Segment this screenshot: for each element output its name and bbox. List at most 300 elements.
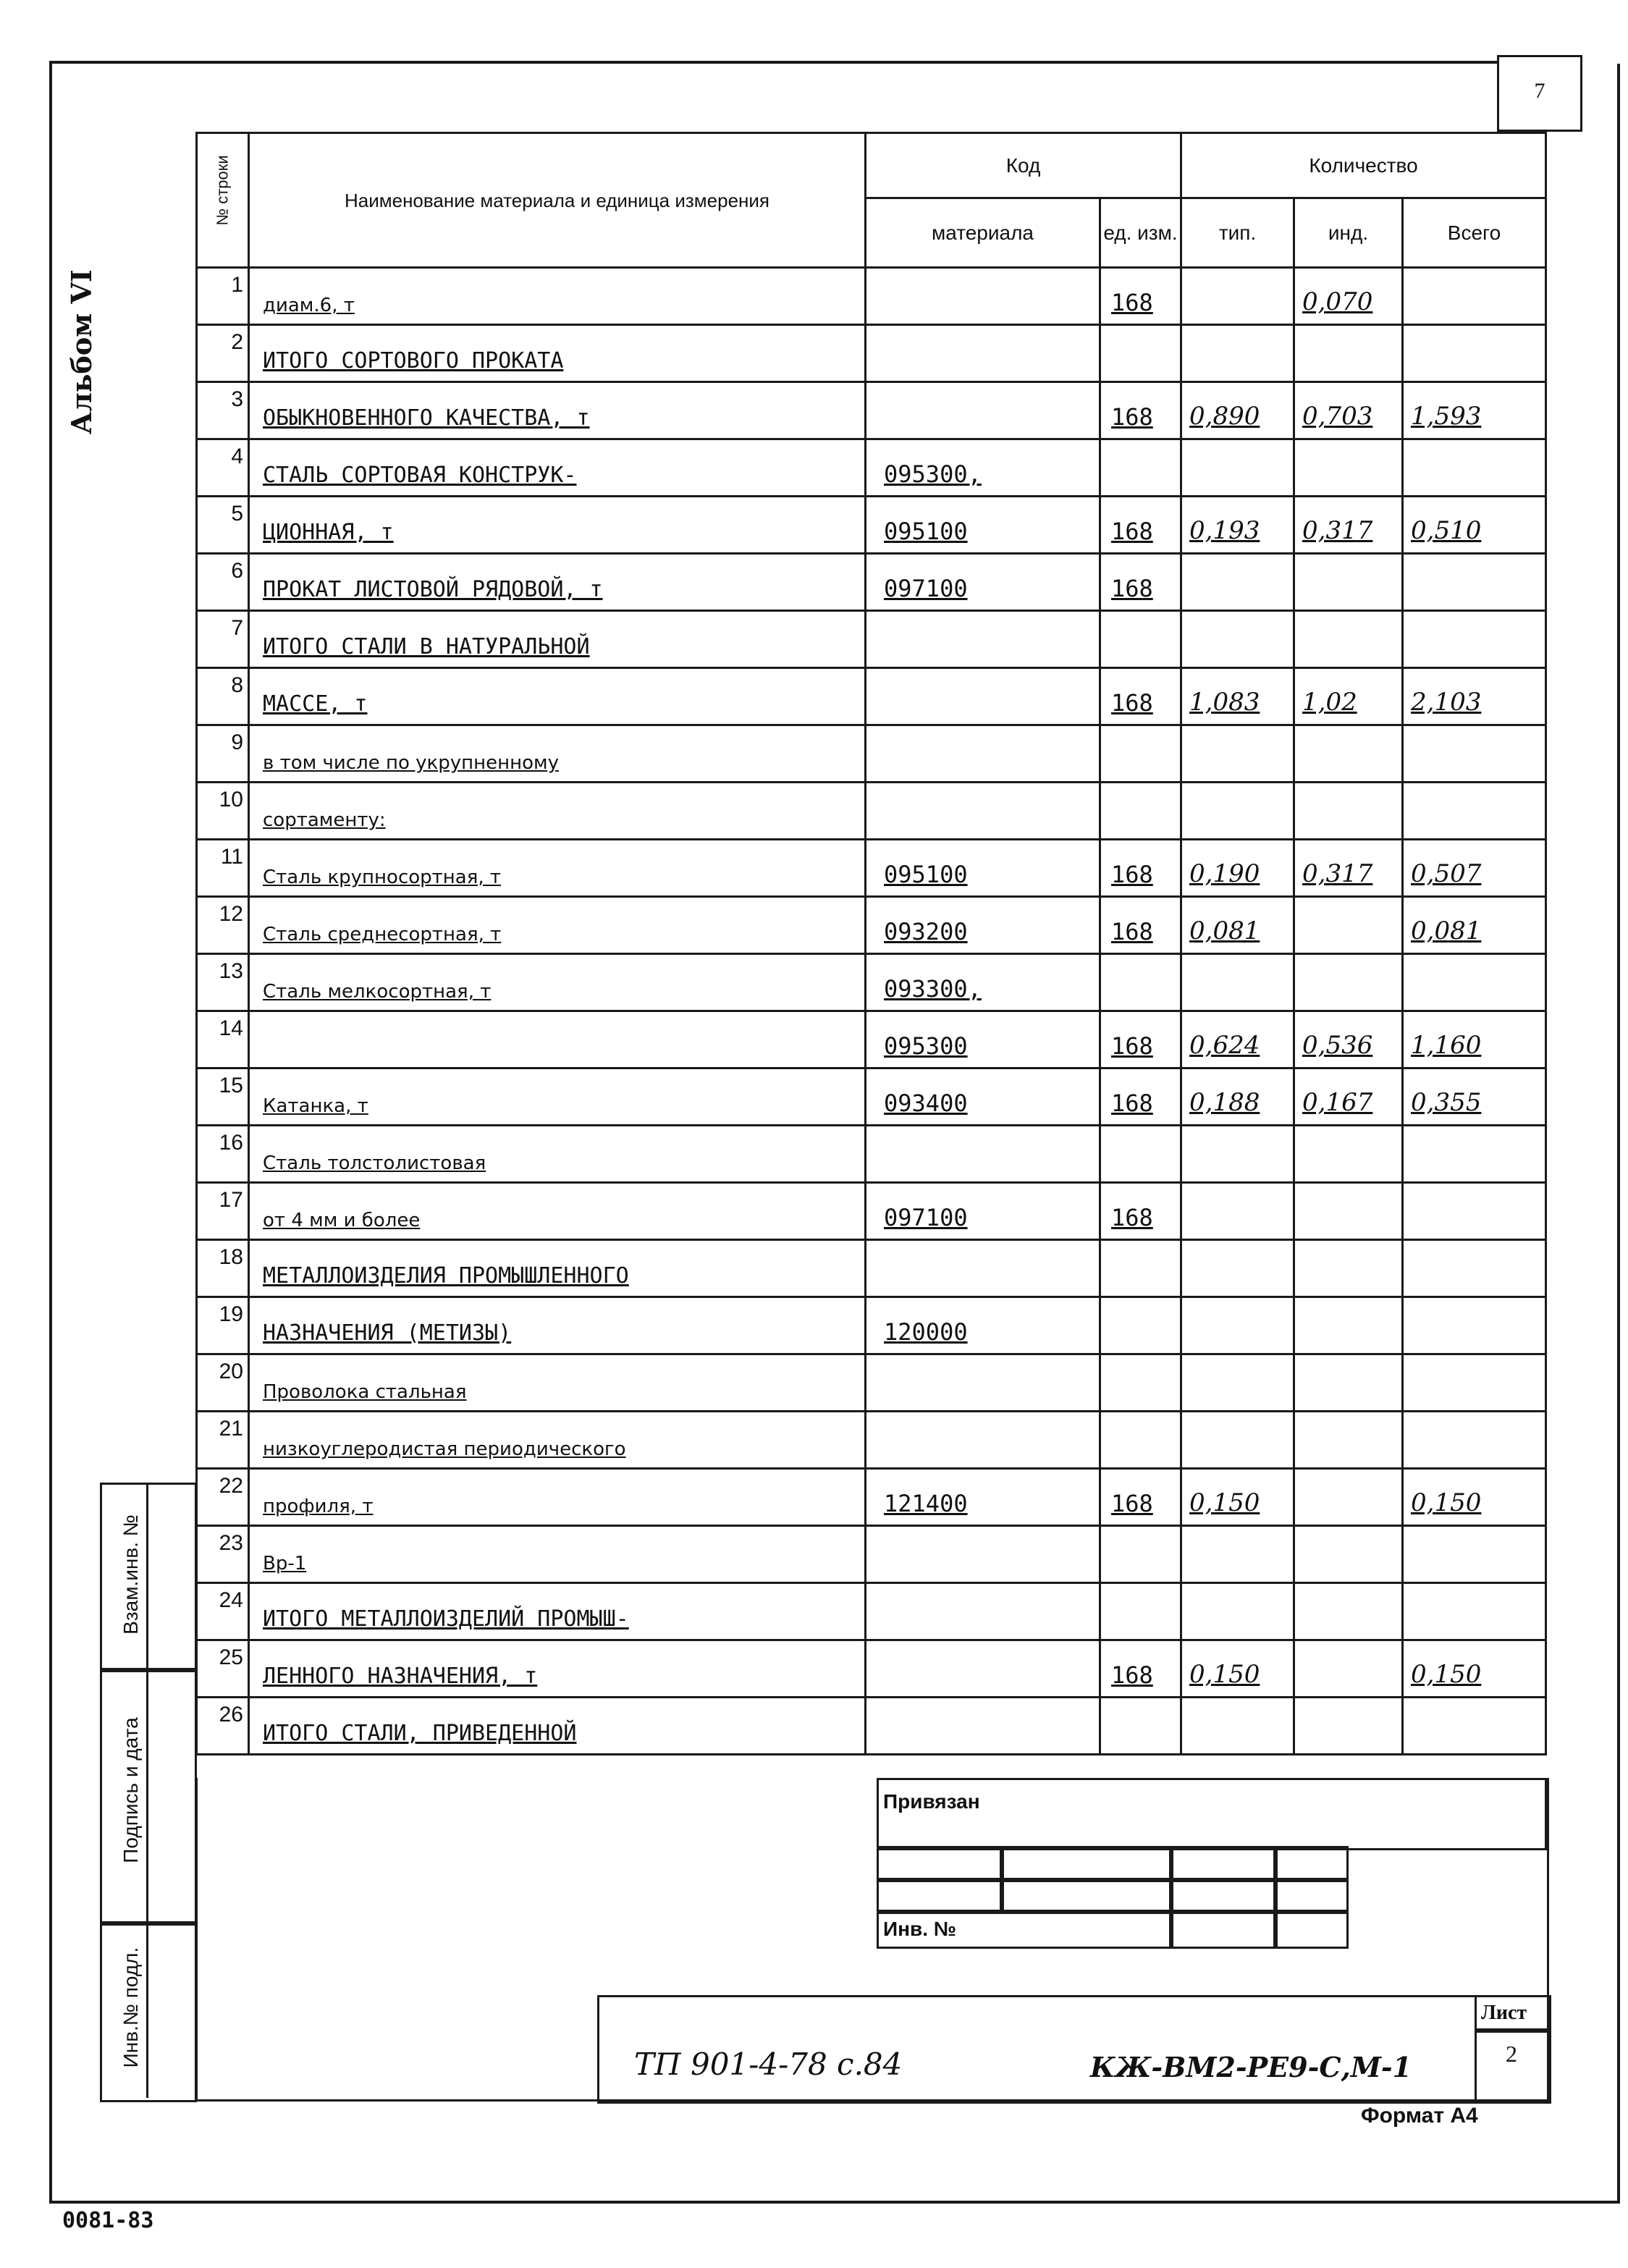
unit-code: 168 [1111, 861, 1153, 888]
material-name: от 4 мм и более [263, 1210, 421, 1231]
quantity-ind: 1,02 [1302, 688, 1357, 717]
quantity-total [1404, 1632, 1545, 1639]
table-row [197, 783, 1546, 840]
material-name: СТАЛЬ СОРТОВАЯ КОНСТРУК- [263, 463, 577, 488]
row-number: 24 [219, 1588, 243, 1612]
row-number-cell [197, 1240, 249, 1297]
row-number-cell [197, 897, 249, 954]
quantity-typ [1182, 316, 1293, 324]
material-code-cell [866, 1698, 1100, 1755]
quantity-typ-cell [1181, 439, 1294, 497]
unit-code-cell [1100, 725, 1181, 783]
quantity-typ: 0,890 [1189, 402, 1260, 431]
quantity-ind: 0,317 [1302, 516, 1373, 545]
quantity-typ [1182, 659, 1293, 667]
quantity-ind: 0,070 [1302, 287, 1373, 316]
material-name-cell [249, 1126, 866, 1183]
material-code-cell [866, 1126, 1100, 1183]
material-code [866, 717, 1099, 724]
row-number-cell [197, 554, 249, 611]
quantity-header: Количество [1181, 133, 1546, 198]
material-code-cell [866, 1412, 1100, 1469]
quantity-typ [1182, 1574, 1293, 1582]
quantity-ind [1295, 1403, 1401, 1410]
material-name-cell [249, 1583, 866, 1640]
quantity-ind: 0,536 [1302, 1031, 1373, 1060]
row-number: 14 [219, 1016, 243, 1040]
quantity-total-cell [1403, 1297, 1546, 1354]
quantity-ind-cell [1294, 554, 1403, 611]
list-number-cell [1475, 2028, 1551, 2104]
doc-code-left: ТП 901-4-78 с.84 [634, 2046, 903, 2082]
quantity-ind-cell [1294, 954, 1403, 1011]
row-number-cell [197, 668, 249, 725]
unit-code-cell [1100, 325, 1181, 382]
material-name-cell [249, 1183, 866, 1240]
unit-code [1101, 831, 1180, 838]
unit-code [1101, 1289, 1180, 1296]
material-name: ОБЫКНОВЕННОГО КАЧЕСТВА, т [263, 405, 590, 431]
row-number: 4 [231, 444, 243, 468]
vzam-inv-box [100, 1483, 197, 1672]
material-name: ИТОГО СТАЛИ В НАТУРАЛЬНОЙ [263, 634, 590, 659]
material-code: 097100 [884, 1204, 968, 1231]
table-row [197, 1354, 1546, 1412]
table-row [197, 325, 1546, 382]
row-number: 10 [219, 788, 243, 811]
row-number-cell [197, 954, 249, 1011]
table-row [197, 1698, 1546, 1755]
material-code-cell [866, 1240, 1100, 1297]
quantity-total-cell [1403, 554, 1546, 611]
quantity-total: 0,081 [1411, 916, 1482, 945]
quantity-ind-cell [1294, 1068, 1403, 1126]
table-row [197, 382, 1546, 439]
material-name-cell [249, 268, 866, 325]
unit-code [1101, 1003, 1180, 1010]
material-name-cell [249, 783, 866, 840]
quantity-ind [1295, 1632, 1401, 1639]
inv-no-cell [877, 1910, 1173, 1949]
material-name: ЦИОННАЯ, т [263, 520, 394, 545]
quantity-ind [1295, 1003, 1401, 1010]
quantity-total-cell [1403, 783, 1546, 840]
unit-code: 168 [1111, 575, 1153, 602]
stamp-grid-cell [1273, 1878, 1349, 1914]
quantity-ind-cell [1294, 1011, 1403, 1068]
row-number-cell [197, 1126, 249, 1183]
row-number-cell [197, 1011, 249, 1068]
material-name [250, 1060, 864, 1067]
unit-code [1101, 774, 1180, 781]
row-number-cell [197, 325, 249, 382]
quantity-typ [1182, 1289, 1293, 1296]
quantity-typ: 0,190 [1189, 859, 1260, 888]
quantity-ind [1295, 602, 1401, 610]
row-number-cell [197, 1640, 249, 1698]
stamp-grid-cell [1273, 1846, 1349, 1882]
quantity-typ [1182, 602, 1293, 610]
quantity-total-cell [1403, 1011, 1546, 1068]
material-name-cell [249, 1640, 866, 1698]
material-code [866, 431, 1099, 438]
table-row [197, 497, 1546, 554]
quantity-typ-cell [1181, 497, 1294, 554]
list-label: Лист [1481, 2002, 1527, 2024]
page-number: 7 [1534, 79, 1545, 103]
quantity-typ-cell [1181, 1126, 1294, 1183]
quantity-typ: 0,193 [1189, 516, 1260, 545]
quantity-ind-cell [1294, 1469, 1403, 1526]
unit-code [1101, 1632, 1180, 1639]
unit-code: 168 [1111, 1490, 1153, 1517]
unit-code-cell [1100, 1412, 1181, 1469]
material-name: в том числе по укрупненному [263, 752, 560, 774]
quantity-ind-cell [1294, 1583, 1403, 1640]
material-name: ИТОГО СТАЛИ, ПРИВЕДЕННОЙ [263, 1721, 577, 1746]
quantity-total [1404, 374, 1545, 381]
quantity-total: 1,160 [1411, 1031, 1482, 1060]
unit-code [1101, 374, 1180, 381]
row-number: 8 [231, 673, 243, 697]
row-number: 16 [219, 1131, 243, 1155]
row-number: 7 [231, 616, 243, 640]
quantity-typ [1182, 1403, 1293, 1410]
quantity-typ-cell [1181, 611, 1294, 668]
material-name: сортаменту: [263, 809, 386, 831]
material-name: МАССЕ, т [263, 691, 368, 717]
unit-code-cell [1100, 1240, 1181, 1297]
quantity-total: 0,510 [1411, 516, 1482, 545]
material-name: Сталь мелкосортная, т [263, 981, 492, 1003]
row-number: 19 [219, 1302, 243, 1326]
unit-code [1101, 1346, 1180, 1353]
quantity-total-cell [1403, 497, 1546, 554]
album-label: Альбом VI [65, 269, 98, 434]
material-code [866, 1403, 1099, 1410]
row-number-cell [197, 1412, 249, 1469]
quantity-total-cell [1403, 1412, 1546, 1469]
material-code [866, 1460, 1099, 1467]
table-row [197, 1183, 1546, 1240]
unit-code-cell [1100, 840, 1181, 897]
unit-code-cell [1100, 382, 1181, 439]
material-code: 121400 [884, 1490, 968, 1517]
unit-code: 168 [1111, 518, 1153, 545]
quantity-total-cell [1403, 382, 1546, 439]
quantity-ind-cell [1294, 1354, 1403, 1412]
table-row [197, 1640, 1546, 1698]
unit-code-cell [1100, 497, 1181, 554]
list-number: 2 [1506, 2041, 1517, 2067]
quantity-typ-cell [1181, 1698, 1294, 1755]
material-code-cell [866, 840, 1100, 897]
quantity-total-cell [1403, 1068, 1546, 1126]
quantity-ind-cell [1294, 497, 1403, 554]
stamp-grid-cell [1000, 1846, 1173, 1882]
table-row [197, 1126, 1546, 1183]
unit-code: 168 [1111, 1661, 1153, 1689]
material-name-cell [249, 954, 866, 1011]
quantity-total-cell [1403, 1240, 1546, 1297]
material-code-cell [866, 1526, 1100, 1583]
material-name: ИТОГО СОРТОВОГО ПРОКАТА [263, 348, 564, 374]
table-row [197, 897, 1546, 954]
list-label-cell [1475, 1995, 1551, 2033]
quantity-total [1404, 1460, 1545, 1467]
row-number: 13 [219, 959, 243, 983]
bottom-code: 0081-83 [62, 2208, 154, 2233]
row-number-cell [197, 1183, 249, 1240]
table-row [197, 1412, 1546, 1469]
material-name-cell [249, 1354, 866, 1412]
quantity-ind [1295, 1289, 1401, 1296]
quantity-ind-cell [1294, 1640, 1403, 1698]
stamp-grid-cell [1273, 1910, 1349, 1949]
quantity-ind [1295, 1346, 1401, 1353]
unit-code [1101, 659, 1180, 667]
material-name: ЛЕННОГО НАЗНАЧЕНИЯ, т [263, 1664, 538, 1689]
unit-code [1101, 1460, 1180, 1467]
quantity-typ-cell [1181, 954, 1294, 1011]
quantity-typ-cell [1181, 668, 1294, 725]
page-number-box [1497, 55, 1582, 132]
material-name-cell [249, 840, 866, 897]
quantity-typ: 1,083 [1189, 688, 1260, 717]
material-name: МЕТАЛЛОИЗДЕЛИЯ ПРОМЫШЛЕННОГО [263, 1263, 629, 1289]
unit-code-cell [1100, 439, 1181, 497]
unit-code-cell [1100, 1583, 1181, 1640]
quantity-typ [1182, 1746, 1293, 1753]
quantity-ind [1295, 488, 1401, 495]
row-number-cell [197, 1354, 249, 1412]
row-number-cell [197, 1698, 249, 1755]
material-name: Сталь толстолистовая [263, 1152, 486, 1174]
material-code [866, 1174, 1099, 1181]
unit-code: 168 [1111, 289, 1153, 316]
material-name-cell [249, 1297, 866, 1354]
quantity-ind-cell [1294, 611, 1403, 668]
material-name-cell [249, 897, 866, 954]
quantity-typ [1182, 374, 1293, 381]
quantity-total: 0,355 [1411, 1088, 1482, 1117]
row-number: 2 [231, 330, 243, 354]
unit-code-cell [1100, 783, 1181, 840]
row-number-cell [197, 268, 249, 325]
row-number-cell [197, 1469, 249, 1526]
quantity-ind [1295, 374, 1401, 381]
quantity-total [1404, 316, 1545, 324]
quantity-total [1404, 659, 1545, 667]
unit-code: 168 [1111, 689, 1153, 717]
row-number-header: № строки [197, 133, 249, 268]
quantity-total: 0,150 [1411, 1488, 1482, 1517]
quantity-total [1404, 1403, 1545, 1410]
table-row [197, 554, 1546, 611]
quantity-typ [1182, 1460, 1293, 1467]
material-code-cell [866, 954, 1100, 1011]
stamp-grid-cell [877, 1846, 1004, 1882]
quantity-ind [1295, 831, 1401, 838]
quantity-ind [1295, 945, 1401, 953]
quantity-ind-cell [1294, 1183, 1403, 1240]
row-number-cell [197, 1068, 249, 1126]
quantity-total-cell [1403, 668, 1546, 725]
material-name-cell [249, 325, 866, 382]
left-strip-divider [146, 1483, 148, 2098]
quantity-total: 2,103 [1411, 688, 1482, 717]
material-name-cell [249, 1698, 866, 1755]
quantity-typ-cell [1181, 1354, 1294, 1412]
material-name: Вр-1 [263, 1553, 307, 1574]
material-code-cell [866, 897, 1100, 954]
quantity-total [1404, 1003, 1545, 1010]
code-header: Код [866, 133, 1181, 198]
quantity-ind: 0,167 [1302, 1088, 1373, 1117]
quantity-typ-cell [1181, 840, 1294, 897]
table-row [197, 1068, 1546, 1126]
quantity-total [1404, 831, 1545, 838]
quantity-typ-cell [1181, 1011, 1294, 1068]
quantity-ind-cell [1294, 268, 1403, 325]
material-code-cell [866, 1583, 1100, 1640]
material-name-cell [249, 1412, 866, 1469]
quantity-total-cell [1403, 1640, 1546, 1698]
material-name-cell [249, 725, 866, 783]
podpis-data-label: Подпись и дата [119, 1717, 142, 1863]
quantity-total-cell [1403, 1469, 1546, 1526]
material-code-cell [866, 783, 1100, 840]
quantity-typ-cell [1181, 1412, 1294, 1469]
table-row [197, 439, 1546, 497]
row-number: 6 [231, 559, 243, 583]
doc-code-right: КЖ-ВМ2-РЕ9-С,М-1 [1090, 2051, 1412, 2083]
table-row [197, 1526, 1546, 1583]
quantity-typ: 0,150 [1189, 1488, 1260, 1517]
quantity-ind-cell [1294, 439, 1403, 497]
material-code-cell [866, 1183, 1100, 1240]
material-code [866, 1746, 1099, 1753]
privyazan-cell [877, 1778, 1547, 1850]
material-code: 095300, [884, 460, 982, 488]
quantity-ind [1295, 1517, 1401, 1525]
quantity-total-cell [1403, 840, 1546, 897]
row-number-cell [197, 439, 249, 497]
quantity-typ [1182, 1174, 1293, 1181]
material-code-cell [866, 325, 1100, 382]
row-number: 20 [219, 1359, 243, 1383]
material-name-cell [249, 611, 866, 668]
quantity-total-cell [1403, 954, 1546, 1011]
row-number-cell [197, 1297, 249, 1354]
table-row [197, 1297, 1546, 1354]
quantity-total [1404, 1574, 1545, 1582]
quantity-total [1404, 1346, 1545, 1353]
material-code-cell [866, 1354, 1100, 1412]
quantity-total [1404, 602, 1545, 610]
left-side-stamp [100, 1483, 194, 2099]
quantity-typ-cell [1181, 1583, 1294, 1640]
quantity-typ-cell [1181, 897, 1294, 954]
material-code: 093300, [884, 975, 982, 1003]
unit-code [1101, 1403, 1180, 1410]
material-code-cell [866, 1068, 1100, 1126]
quantity-typ [1182, 1231, 1293, 1239]
quantity-total-header: Всего [1403, 198, 1546, 268]
unit-code-cell [1100, 954, 1181, 1011]
quantity-total-cell [1403, 897, 1546, 954]
material-code: 093400 [884, 1089, 968, 1117]
quantity-ind-cell [1294, 1297, 1403, 1354]
material-name: диам.6, т [263, 295, 355, 316]
material-code [866, 1574, 1099, 1582]
material-name: ПРОКАТ ЛИСТОВОЙ РЯДОВОЙ, т [263, 577, 603, 602]
quantity-total-cell [1403, 1698, 1546, 1755]
row-number: 21 [219, 1417, 243, 1441]
unit-code [1101, 488, 1180, 495]
row-number: 12 [219, 902, 243, 926]
quantity-typ-cell [1181, 1640, 1294, 1698]
quantity-typ-cell [1181, 783, 1294, 840]
unit-code-cell [1100, 668, 1181, 725]
stamp-grid-cell [1169, 1878, 1278, 1914]
row-number-cell [197, 611, 249, 668]
material-name-cell [249, 1068, 866, 1126]
material-code-cell [866, 554, 1100, 611]
stamp-grid-cell [1169, 1910, 1278, 1949]
quantity-total [1404, 1289, 1545, 1296]
quantity-total: 1,593 [1411, 402, 1482, 431]
quantity-total-cell [1403, 439, 1546, 497]
material-name-cell [249, 382, 866, 439]
table-row [197, 611, 1546, 668]
quantity-ind-cell [1294, 783, 1403, 840]
quantity-total: 0,150 [1411, 1660, 1482, 1689]
quantity-ind [1295, 1574, 1401, 1582]
material-code-cell [866, 497, 1100, 554]
quantity-total-cell [1403, 268, 1546, 325]
code-unit-header: ед. изм. [1100, 198, 1181, 268]
table-row [197, 1240, 1546, 1297]
row-number: 26 [219, 1703, 243, 1727]
stamp-grid-cell [1169, 1846, 1278, 1882]
material-code-cell [866, 1297, 1100, 1354]
quantity-total-cell [1403, 1583, 1546, 1640]
material-code [866, 374, 1099, 381]
quantity-typ-cell [1181, 725, 1294, 783]
quantity-total-cell [1403, 1126, 1546, 1183]
row-number: 18 [219, 1245, 243, 1269]
unit-code-cell [1100, 554, 1181, 611]
row-number: 1 [231, 273, 243, 297]
quantity-total-cell [1403, 725, 1546, 783]
unit-code-cell [1100, 1011, 1181, 1068]
material-code [866, 316, 1099, 324]
row-number-cell [197, 725, 249, 783]
quantity-ind-cell [1294, 1126, 1403, 1183]
quantity-ind [1295, 659, 1401, 667]
unit-code-cell [1100, 897, 1181, 954]
quantity-ind [1295, 1460, 1401, 1467]
quantity-total-cell [1403, 1183, 1546, 1240]
unit-code-cell [1100, 611, 1181, 668]
vzam-inv-label: Взам.инв. № [119, 1514, 142, 1635]
material-name: Проволока стальная [263, 1381, 467, 1403]
quantity-typ-cell [1181, 1526, 1294, 1583]
quantity-typ: 0,624 [1189, 1031, 1260, 1060]
quantity-ind-cell [1294, 1526, 1403, 1583]
quantity-typ [1182, 1003, 1293, 1010]
